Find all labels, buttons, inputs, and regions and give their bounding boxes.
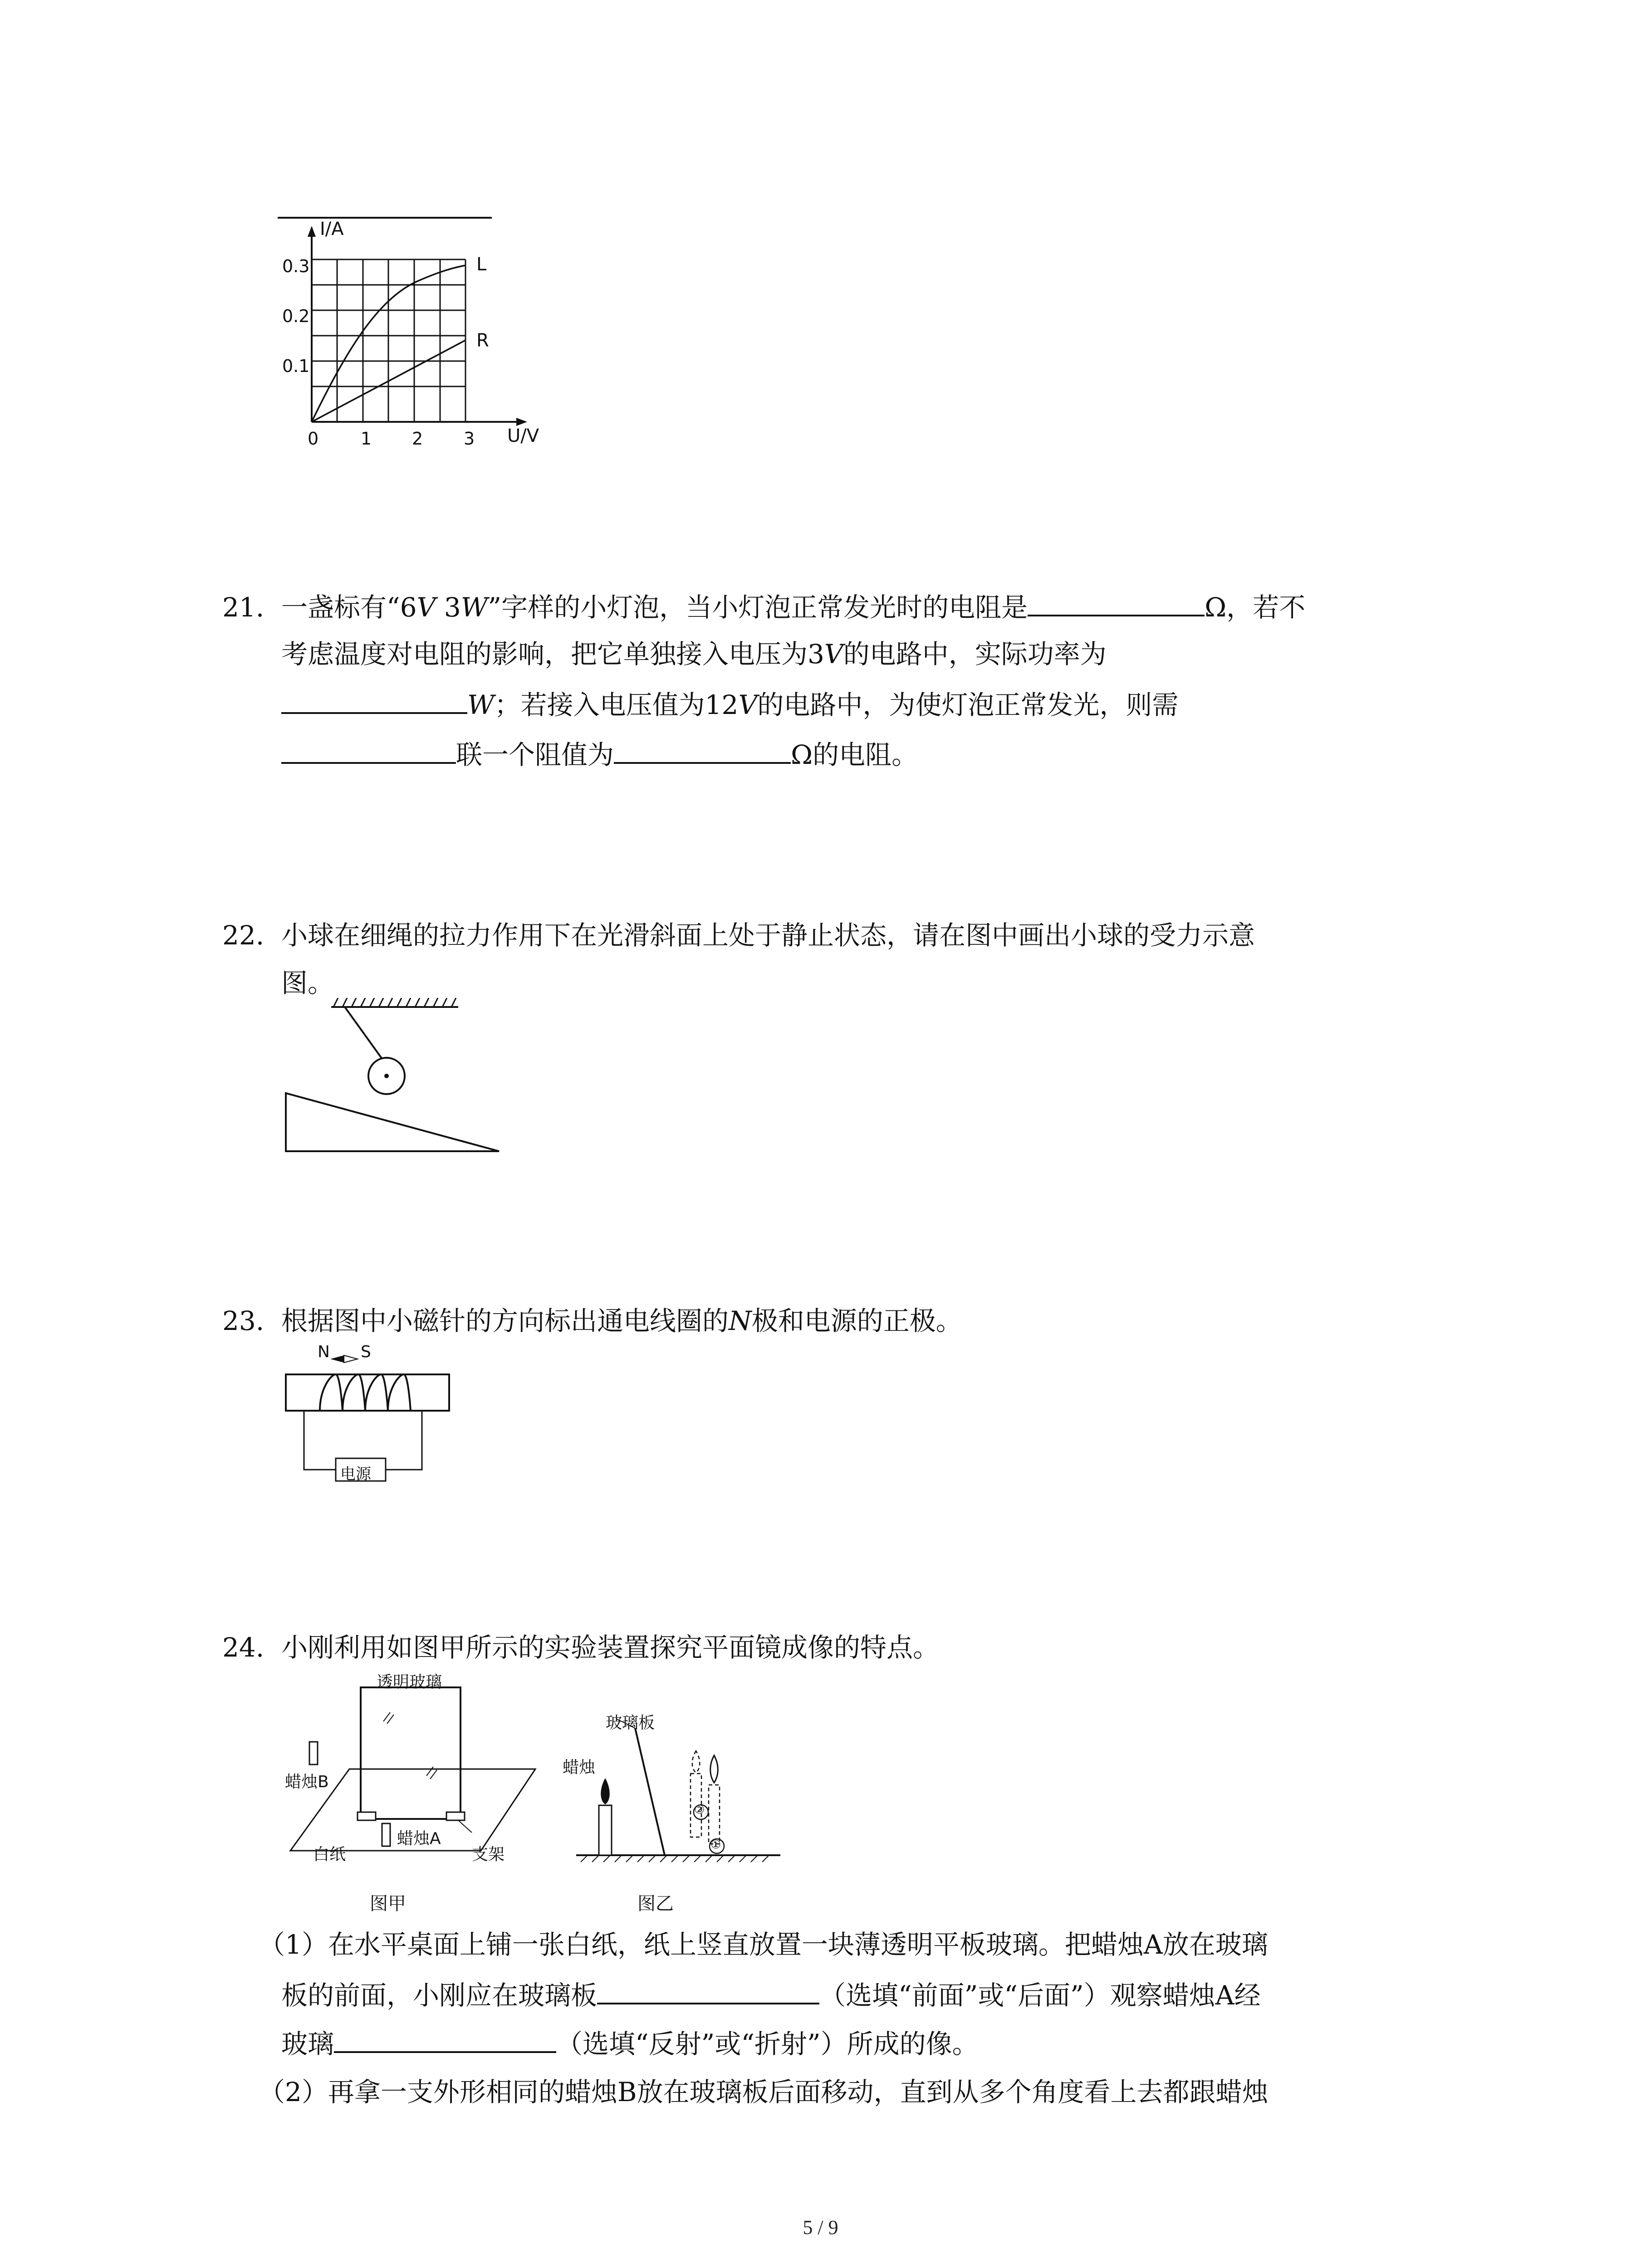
needle-n-label: N [318,1343,330,1361]
q22-line2: 图。 [281,968,334,998]
q21-blank-resistance[interactable] [1028,583,1205,616]
q21-blank-resistor-value[interactable] [614,730,791,764]
q21-line3: W；若接入电压值为12V的电路中，为使灯泡正常发光，则需 [281,680,1178,729]
q24-blank-observe-side[interactable] [597,1971,819,2004]
stand-label: 支架 [472,1845,505,1864]
power-source-label: 电源 [340,1465,371,1483]
q21-blank-connection[interactable] [281,730,456,764]
graph-y-tick-02: 0.2 [282,306,310,326]
q24-number: 24. [222,1632,265,1663]
q24-p1-line3: 玻璃 （选填“反射”或“折射”）所成的像。 [281,2019,979,2068]
q22-number: 22. [222,920,265,951]
candle-b-label: 蜡烛B [285,1773,329,1791]
graph-x-tick-0: 0 [308,429,319,449]
glass-label: 透明玻璃 [377,1673,442,1691]
graph-line-r-label: R [476,330,489,351]
q21-line2: 考虑温度对电阻的影响，把它单独接入电压为3V的电路中，实际功率为 [281,639,1107,670]
incline-ball-diagram [281,998,517,1161]
iu-graph [268,218,594,463]
q21-line1: 21. 一盏标有“6V 3W”字样的小灯泡，当小灯泡正常发光时的电阻是 Ω，若不 [222,583,1305,631]
mark-1: ① [710,1838,721,1852]
graph-x-axis-label: U/V [507,425,539,446]
q24-p1-line1: （1）在水平桌面上铺一张白纸，纸上竖直放置一块薄透明平板玻璃。把蜡烛A放在玻璃 [259,1929,1268,1960]
q21-number: 21. [222,592,265,623]
mark-2: ② [694,1803,705,1817]
needle-s-label: S [361,1343,371,1361]
graph-x-tick-3: 3 [464,429,475,449]
graph-y-axis-label: I/A [320,219,344,240]
q24-blank-reflect-refract[interactable] [334,2019,556,2053]
graph-y-tick-01: 0.1 [282,356,310,376]
q23-number: 23. [222,1305,265,1336]
plate-label: 玻璃板 [606,1714,655,1732]
q22-line1: 22. 小球在细绳的拉力作用下在光滑斜面上处于静止状态，请在图中画出小球的受力示意 [222,912,1255,959]
figure-a-caption: 图甲 [370,1893,406,1914]
graph-x-tick-2: 2 [412,429,423,449]
paper-label: 白纸 [313,1845,346,1864]
q21-line4: 联一个阻值为 Ω的电阻。 [281,730,918,779]
graph-y-tick-03: 0.3 [282,256,310,276]
graph-curve-l-label: L [476,254,487,275]
q24-p2-line1: （2）再拿一支外形相同的蜡烛B放在玻璃板后面移动，直到从多个角度看上去都跟蜡烛 [259,2077,1269,2107]
page-number: 5 / 9 [803,2216,838,2239]
candle-label: 蜡烛 [563,1758,596,1777]
q21-blank-power[interactable] [281,680,467,714]
q24-line1: 24. 小刚利用如图甲所示的实验装置探究平面镜成像的特点。 [222,1624,939,1672]
q23-line1: 23. 根据图中小磁针的方向标出通电线圈的N极和电源的正极。 [222,1297,962,1345]
graph-x-tick-1: 1 [361,429,372,449]
candle-a-label: 蜡烛A [397,1829,441,1848]
q24-p1-line2: 板的前面，小刚应在玻璃板 （选填“前面”或“后面”）观察蜡烛A经 [281,1971,1261,2019]
figure-b-apparatus [572,1710,785,1869]
figure-b-caption: 图乙 [637,1893,674,1914]
